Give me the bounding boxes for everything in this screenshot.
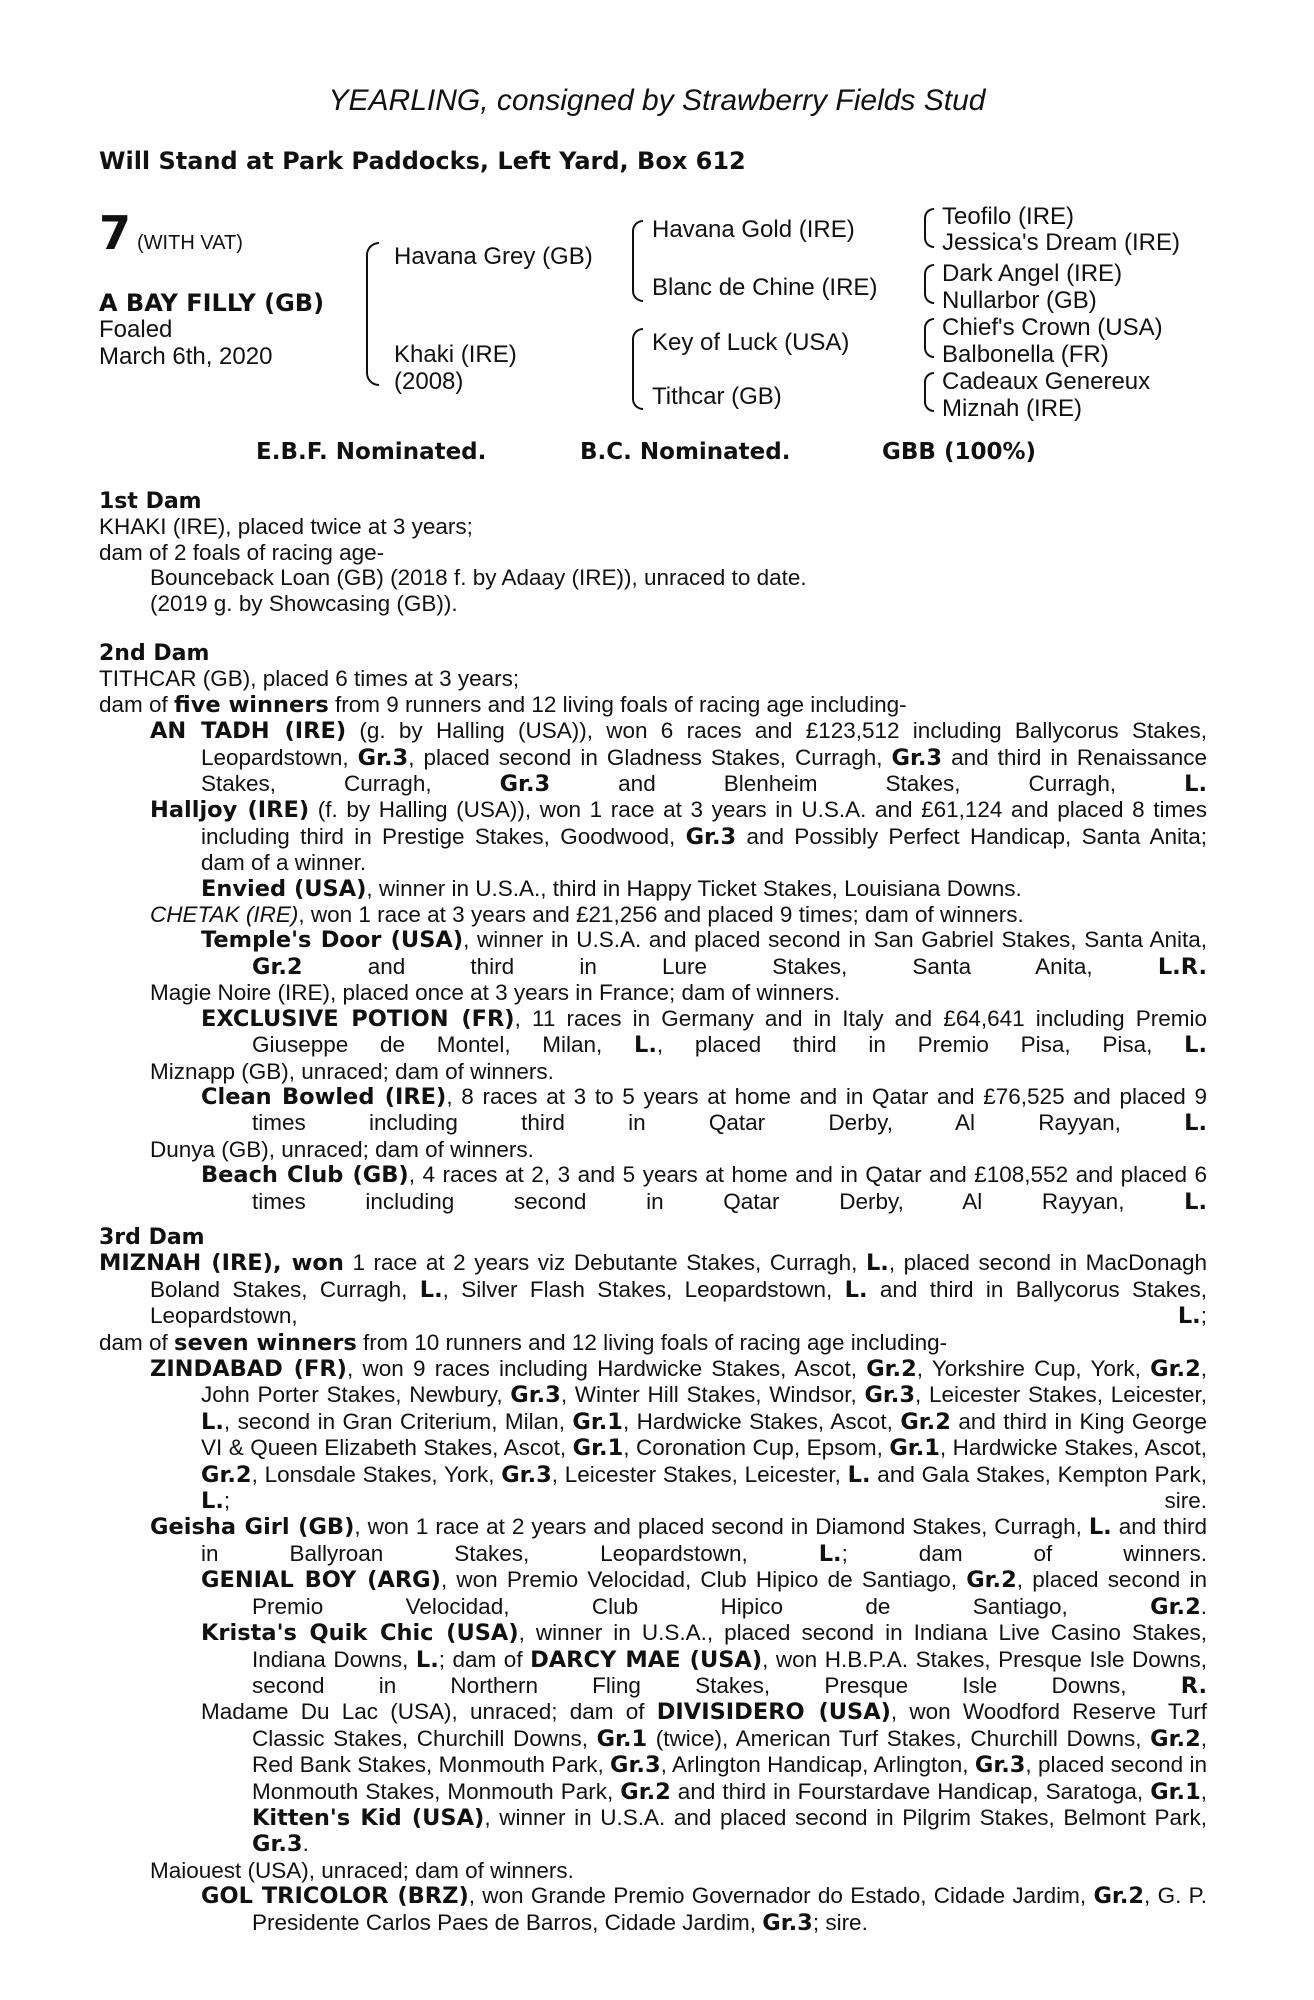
- pedigree-dam-sire: Key of Luck (USA): [652, 329, 850, 356]
- pedigree-brace-dam-line: [632, 328, 643, 410]
- pedigree-g4-5: Chief's Crown (USA): [942, 314, 1163, 341]
- pedigree-dam-year: (2008): [394, 368, 464, 395]
- horse-description: A BAY FILLY (GB): [99, 289, 325, 317]
- third-dam-heading: 3rd Dam: [99, 1225, 205, 1250]
- first-dam-produce: (2019 g. by Showcasing (GB)).: [150, 590, 458, 616]
- pedigree-g4-2: Jessica's Dream (IRE): [942, 229, 1180, 256]
- second-dam-intro: TITHCAR (GB), placed 6 times at 3 years;: [99, 666, 520, 692]
- produce-gol-tricolor: GOL TRICOLOR (BRZ), won Grande Premio Governador do Estado, Cidade Jardim, Gr.2, G. P. Presidente Carlos Paes de Barros, Cidade Jardim, Gr.3; sire.: [201, 1883, 1207, 1936]
- consignment-line: YEARLING, consigned by Strawberry Fields Stud: [328, 84, 986, 117]
- lot-number-block: [99, 208, 243, 270]
- first-dam-line: KHAKI (IRE), placed twice at 3 years;: [99, 514, 473, 540]
- pedigree-g4-8: Miznah (IRE): [942, 395, 1083, 422]
- pedigree-brace-g4-4: [924, 372, 934, 412]
- produce-exclusive-potion: EXCLUSIVE POTION (FR), 11 races in Germany and in Italy and £64,641 including Premio Giuseppe de Montel, Milan, L., placed third in Premio Pisa, Pisa, L.: [201, 1005, 1207, 1059]
- produce-zindabad: ZINDABAD (FR), won 9 races including Hardwicke Stakes, Ascot, Gr.2, Yorkshire Cup, York, Gr.2, John Porter Stakes, Newbury, Gr.3, Winter Hill Stakes, Windsor, Gr.3, Leicester Stakes, Leicester, L., second in Gran Criterium, Milan, Gr.1, Hardwicke Stakes, Ascot, Gr.2 and third in King George VI & Queen Elizabeth Stakes, Ascot, Gr.1, Coronation Cup, Epsom, Gr.1, Hardwicke Stakes, Ascot, Gr.2, Lonsdale Stakes, York, Gr.3, Leicester Stakes, Leicester, L. and Gala Stakes, Kempton Park, L.; sire.: [150, 1356, 1207, 1515]
- first-dam-heading: 1st Dam: [99, 489, 202, 514]
- pedigree-g4-6: Balbonella (FR): [942, 341, 1109, 368]
- second-dam-section: [99, 641, 1207, 1215]
- pedigree-sire-dam: Blanc de Chine (IRE): [652, 274, 878, 301]
- produce-maiouest: Maiouest (USA), unraced; dam of winners.: [150, 1857, 574, 1883]
- produce-kristas-quik-chic: Krista's Quik Chic (USA), winner in U.S.A., placed second in Indiana Live Casino Stakes, Indiana Downs, L.; dam of DARCY MAE (USA), won H.B.P.A. Stakes, Presque Isle Downs, second in Northern Fling Stakes, Presque Isle Downs, R.: [201, 1620, 1207, 1699]
- pedigree-brace-g4-3: [924, 318, 934, 358]
- third-dam-section: [99, 1225, 1207, 1936]
- produce-geisha-girl: Geisha Girl (GB), won 1 race at 2 years and placed second in Diamond Stakes, Curragh, L. and third in Ballyroan Stakes, Leopardstown, L.; dam of winners.: [150, 1514, 1208, 1567]
- produce-halljoy: Halljoy (IRE) (f. by Halling (USA)), won 1 race at 3 years in U.S.A. and £61,124 and placed 8 times including third in Prestige Stakes, Goodwood, Gr.3 and Possibly Perfect Handicap, Santa Anita; dam of a winner.: [150, 797, 1207, 876]
- produce-an-tadh: AN TADH (IRE) (g. by Halling (USA)), won 6 races and £123,512 including Ballycorus Stakes, Leopardstown, Gr.3, placed second in Gladness Stakes, Curragh, Gr.3 and third in Renaissance Stakes, Curragh, Gr.3 and Blenheim Stakes, Curragh, L.: [150, 718, 1207, 798]
- produce-madame-du-lac: Madame Du Lac (USA), unraced; dam of DIVISIDERO (USA), won Woodford Reserve Turf Classic Stakes, Churchill Downs, Gr.1 (twice), American Turf Stakes, Churchill Downs, Gr.2, Red Bank Stakes, Monmouth Park, Gr.3, Arlington Handicap, Arlington, Gr.3, placed second in Monmouth Stakes, Monmouth Park, Gr.2 and third in Fourstardave Handicap, Saratoga, Gr.1, Kitten's Kid (USA), winner in U.S.A. and placed second in Pilgrim Stakes, Belmont Park, Gr.3.: [201, 1699, 1208, 1858]
- vat-note: (WITH VAT): [137, 232, 243, 254]
- ebf-nominated: E.B.F. Nominated.: [256, 439, 487, 465]
- pedigree-brace-g4-2: [924, 264, 934, 304]
- pedigree-dam: Khaki (IRE): [394, 341, 517, 368]
- pedigree-brace-parents: [366, 242, 379, 386]
- produce-dunya: Dunya (GB), unraced; dam of winners.: [150, 1136, 534, 1162]
- pedigree-dam-dam: Tithcar (GB): [652, 383, 782, 410]
- pedigree-g4-7: Cadeaux Genereux: [942, 368, 1151, 395]
- foaled-info: [99, 316, 272, 370]
- third-dam-produce-summary: dam of seven winners from 10 runners and 12 living foals of racing age including-: [99, 1329, 948, 1356]
- first-dam-section: [99, 489, 1207, 616]
- first-dam-produce: Bounceback Loan (GB) (2018 f. by Adaay (IRE)), unraced to date.: [150, 565, 807, 591]
- pedigree-g4-4: Nullarbor (GB): [942, 287, 1097, 314]
- pedigree-g4-1: Teofilo (IRE): [942, 203, 1075, 230]
- pedigree-brace-sire-line: [632, 220, 643, 302]
- produce-miznapp: Miznapp (GB), unraced; dam of winners.: [150, 1058, 554, 1084]
- second-dam-produce-summary: dam of five winners from 9 runners and 12 living foals of racing age including-: [99, 691, 907, 718]
- first-dam-line: dam of 2 foals of racing age-: [99, 539, 385, 565]
- produce-beach-club: Beach Club (GB), 4 races at 2, 3 and 5 years at home and in Qatar and £108,552 and placed 6 times including second in Qatar Derby, Al Rayyan, L.: [201, 1162, 1207, 1215]
- pedigree-sire: Havana Grey (GB): [394, 243, 593, 270]
- produce-temples-door: Temple's Door (USA), winner in U.S.A. and placed second in San Gabriel Stakes, Santa Anita, Gr.2 and third in Lure Stakes, Santa Anita, L.R.: [201, 927, 1207, 980]
- bc-nominated: B.C. Nominated.: [580, 439, 791, 465]
- foaled-date: March 6th, 2020: [99, 343, 273, 370]
- stand-location: Will Stand at Park Paddocks, Left Yard, Box 612: [99, 147, 746, 175]
- gbb-status: GBB (100%): [882, 439, 1037, 465]
- second-dam-heading: 2nd Dam: [99, 641, 210, 666]
- produce-chetak: CHETAK (IRE), won 1 race at 3 years and £21,256 and placed 9 times; dam of winners.: [150, 902, 1024, 928]
- lot-number: 7: [99, 206, 132, 260]
- foaled-label: Foaled: [99, 316, 173, 343]
- pedigree-brace-g4-1: [924, 208, 934, 248]
- pedigree-g4-3: Dark Angel (IRE): [942, 260, 1123, 287]
- produce-envied: Envied (USA), winner in U.S.A., third in Happy Ticket Stakes, Louisiana Downs.: [201, 875, 1022, 902]
- produce-clean-bowled: Clean Bowled (IRE), 8 races at 3 to 5 years at home and in Qatar and £76,525 and placed 9 times including third in Qatar Derby, Al Rayyan, L.: [201, 1083, 1207, 1137]
- third-dam-miznah: MIZNAH (IRE), won 1 race at 2 years viz Debutante Stakes, Curragh, L., placed second in MacDonagh Boland Stakes, Curragh, L., Silver Flash Stakes, Leopardstown, L. and third in Ballycorus Stakes, Leopardstown, L.;: [99, 1250, 1207, 1330]
- produce-genial-boy: GENIAL BOY (ARG), won Premio Velocidad, Club Hipico de Santiago, Gr.2, placed second in Premio Velocidad, Club Hipico de Santiago, Gr.2.: [201, 1567, 1208, 1620]
- pedigree-sire-sire: Havana Gold (IRE): [652, 216, 855, 243]
- produce-magie-noire: Magie Noire (IRE), placed once at 3 years in France; dam of winners.: [150, 980, 841, 1006]
